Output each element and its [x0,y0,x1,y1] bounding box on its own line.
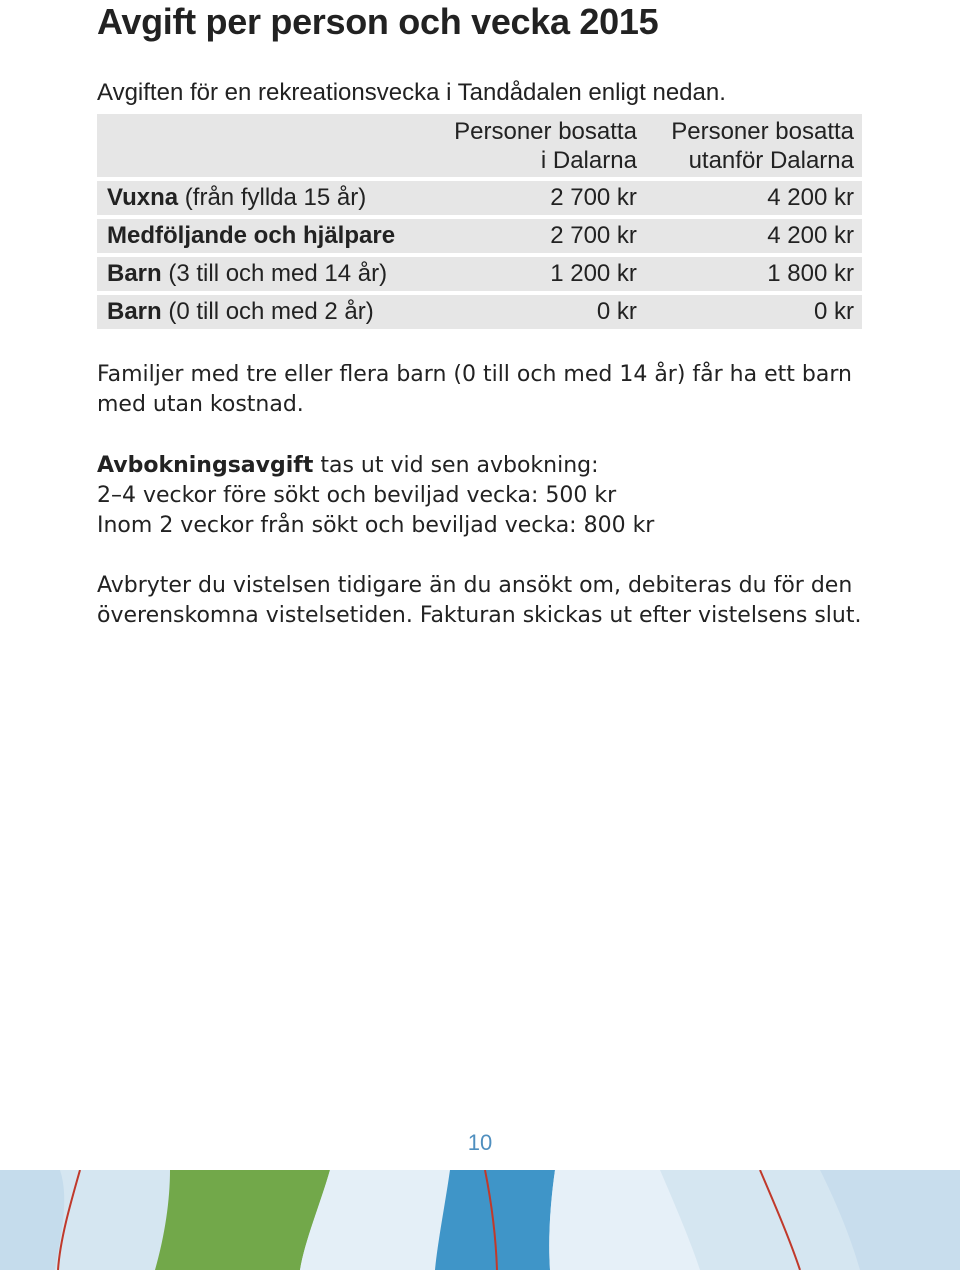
table-row [97,181,862,215]
row-category [97,219,434,253]
row-category [97,257,434,291]
intro-text: Avgiften för en rekreationsvecka i Tandådalen enligt nedan. [97,79,726,106]
row-resident-price: 0 kr [434,295,637,329]
row-nonresident-price: 1 800 kr [637,257,862,291]
row-category-bold: Vuxna [107,184,179,211]
cancellation-line-1: 2–4 veckor före sökt och beviljad vecka: 500 kr [97,483,617,508]
cancellation-line-2: Inom 2 veckor från sökt och beviljad vecka: 800 kr [97,513,655,538]
row-category [97,181,434,215]
row-resident-price: 1 200 kr [434,257,637,291]
table-row [97,219,862,253]
header-resident-line2: i Dalarna [540,147,637,174]
header-category [97,114,434,177]
cancellation-heading-line [97,451,654,481]
header-resident [434,114,637,177]
footer-blue-shape [435,1170,555,1270]
cancellation-label: Avbokningsavgift [97,453,314,478]
table-row [97,295,862,329]
row-resident-price: 2 700 kr [434,219,637,253]
row-category-bold: Barn [107,298,162,325]
page-number: 10 [467,1130,493,1155]
row-nonresident-price: 4 200 kr [637,219,862,253]
table-row [97,257,862,291]
early-leave-note: Avbryter du vistelsen tidigare än du ansökt om, debiteras du för den överenskomna vistelsetiden. Fakturan skickas ut efter vistelsens slut. [97,573,862,628]
header-nonresident-line1: Personer bosatta [671,118,854,145]
row-category-bold: Barn [107,260,162,287]
page-title: Avgift per person och vecka 2015 [97,1,659,42]
row-category-rest: (3 till och med 14 år) [161,260,388,287]
row-category [97,295,434,329]
row-nonresident-price: 4 200 kr [637,181,862,215]
header-nonresident-line2: utanför Dalarna [688,147,854,174]
footer-decoration [0,1170,960,1270]
header-resident-line1: Personer bosatta [454,118,637,145]
header-nonresident [637,114,862,177]
families-note: Familjer med tre eller flera barn (0 till och med 14 år) får ha ett barn med utan kostnad. [97,362,852,417]
table-header-row [97,114,862,177]
price-table [97,110,862,333]
cancellation-label-rest: tas ut vid sen avbokning: [313,453,599,478]
footer-wave-light-1 [0,1170,64,1270]
row-category-rest: (0 till och med 2 år) [161,298,374,325]
cancellation-block [97,451,654,541]
row-nonresident-price: 0 kr [637,295,862,329]
row-category-rest: (från fyllda 15 år) [178,184,367,211]
row-category-bold: Medföljande och hjälpare [107,222,396,249]
row-resident-price: 2 700 kr [434,181,637,215]
